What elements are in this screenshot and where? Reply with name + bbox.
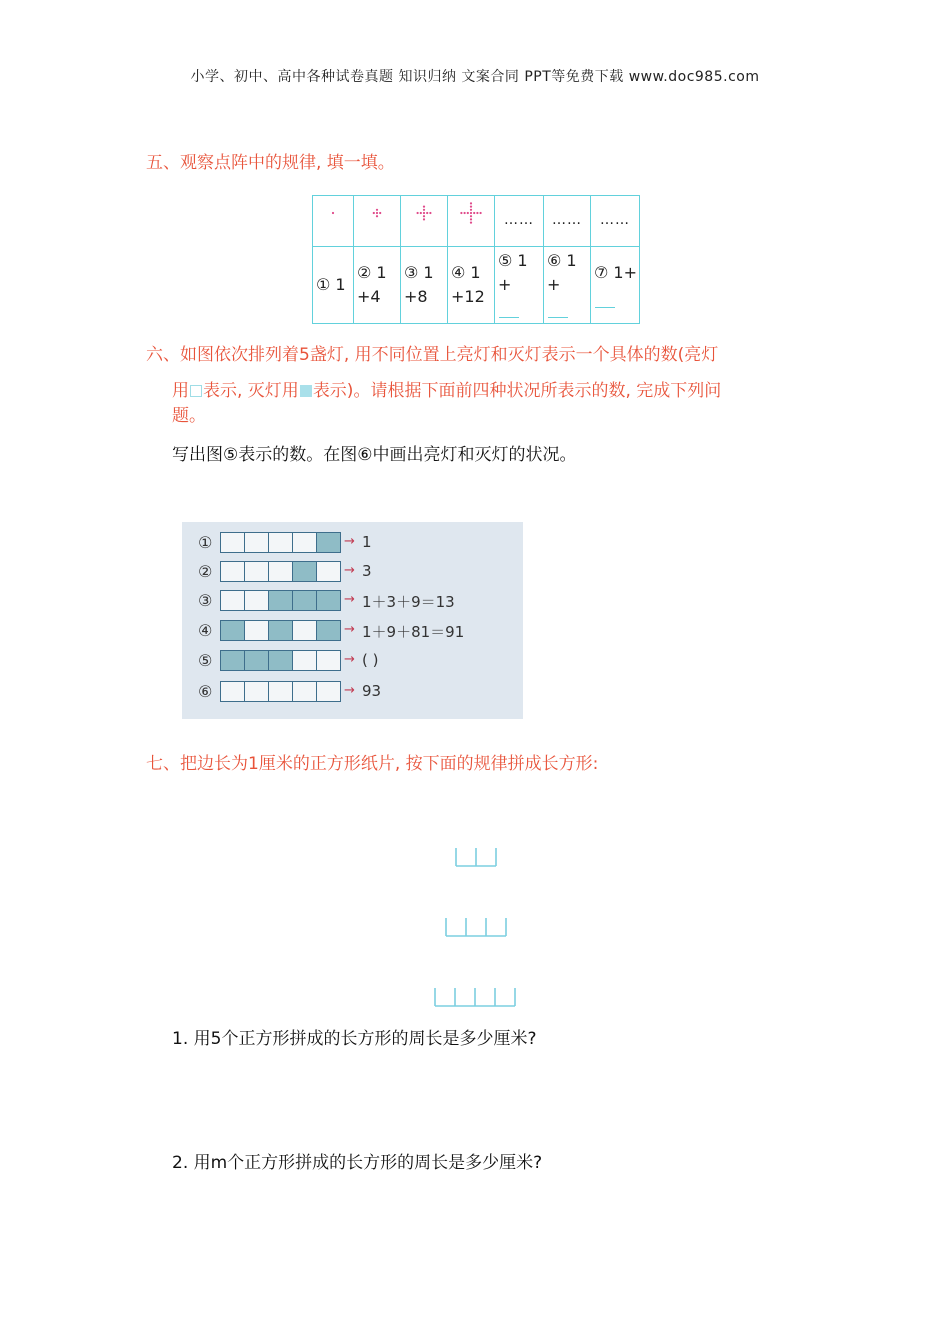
lamp-row xyxy=(182,650,523,672)
dot xyxy=(476,212,478,214)
formula-text: +12 xyxy=(451,287,485,306)
lit-lamp xyxy=(245,682,269,701)
formula-cell xyxy=(544,247,591,324)
dot-pattern xyxy=(313,196,353,246)
formula-text: + xyxy=(547,275,561,294)
lit-lamp xyxy=(293,533,317,552)
dot xyxy=(379,212,381,214)
lamp-value: 93 xyxy=(362,682,382,700)
dot xyxy=(470,218,472,220)
question-1: 1. 用5个正方形拼成的长方形的周长是多少厘米? xyxy=(172,1029,537,1049)
lit-lamp xyxy=(293,651,317,670)
dot-pattern xyxy=(448,196,494,246)
dot xyxy=(423,218,425,220)
lamp-value: 1 xyxy=(362,533,372,551)
lit-lamp xyxy=(317,682,340,701)
dot-pattern-table xyxy=(312,195,640,324)
text-segment: 表示, 灭灯用 xyxy=(203,381,299,401)
formula-text: ⑥ 1 xyxy=(547,251,577,270)
formula-row xyxy=(313,247,640,324)
dot xyxy=(470,206,472,208)
dot-cell-content xyxy=(495,196,543,246)
dot xyxy=(423,206,425,208)
row-label: ③ xyxy=(198,591,213,610)
dot xyxy=(426,212,428,214)
formula-cell-content xyxy=(401,247,447,323)
dot xyxy=(470,215,472,217)
unlit-lamp-icon xyxy=(300,385,312,397)
lit-lamp xyxy=(221,682,245,701)
unlit-lamp xyxy=(317,621,340,640)
lamp-row xyxy=(182,561,523,583)
answer-blank[interactable] xyxy=(548,303,568,318)
section6-title-line3: 题。 xyxy=(172,406,206,426)
dot-cell-content xyxy=(401,196,447,246)
arrow-icon: → xyxy=(344,534,355,549)
dot xyxy=(464,212,466,214)
dot-cell xyxy=(313,196,354,247)
lamp-strip xyxy=(220,681,341,702)
dot-cell-content xyxy=(354,196,400,246)
unlit-lamp xyxy=(269,621,293,640)
dot-cell xyxy=(354,196,401,247)
dot-cell xyxy=(591,196,640,247)
lamp-value: 1＋9＋81＝91 xyxy=(362,623,465,641)
ellipsis: …… xyxy=(504,212,534,228)
section6-title-line1: 六、如图依次排列着5盏灯, 用不同位置上亮灯和灭灯表示一个具体的数(亮灯 xyxy=(146,345,719,365)
ellipsis: …… xyxy=(552,212,582,228)
formula-cell-content xyxy=(448,247,494,323)
arrow-icon: → xyxy=(344,592,355,607)
row-label: ② xyxy=(198,562,213,581)
dot xyxy=(423,209,425,211)
formula-text: ③ 1 xyxy=(404,263,434,282)
dot-pattern xyxy=(401,196,447,246)
photo-cut-edge xyxy=(182,713,523,719)
question-2: 2. 用m个正方形拼成的长方形的周长是多少厘米? xyxy=(172,1153,543,1173)
lit-lamp xyxy=(221,591,245,610)
lit-lamp xyxy=(245,591,269,610)
dot xyxy=(417,212,419,214)
dot-cell-content xyxy=(448,196,494,246)
lit-lamp xyxy=(269,562,293,581)
formula-cell-content xyxy=(495,247,543,323)
formula-cell xyxy=(591,247,640,324)
formula-text: ① 1 xyxy=(316,275,346,294)
text-segment: 用 xyxy=(172,381,189,401)
lit-lamp-icon xyxy=(190,385,202,397)
unlit-lamp xyxy=(317,533,340,552)
formula-cell-content xyxy=(354,247,400,323)
dot-pattern xyxy=(354,196,400,246)
unlit-lamp xyxy=(293,591,317,610)
formula-text: +4 xyxy=(357,287,381,306)
lit-lamp xyxy=(245,562,269,581)
answer-blank[interactable] xyxy=(499,303,519,318)
dot xyxy=(470,202,472,204)
dot-cell-content xyxy=(544,196,590,246)
ellipsis: …… xyxy=(600,212,630,228)
dot xyxy=(470,212,472,214)
unlit-lamp xyxy=(317,591,340,610)
dot xyxy=(470,209,472,211)
formula-cell xyxy=(448,247,495,324)
lamp-value: 1＋3＋9＝13 xyxy=(362,593,455,611)
dot xyxy=(429,212,431,214)
formula-text: + xyxy=(498,275,512,294)
row-label: ⑤ xyxy=(198,651,213,670)
dot-cell xyxy=(495,196,544,247)
formula-text: ⑤ 1 xyxy=(498,251,528,270)
dot xyxy=(467,212,469,214)
dot-pattern-row xyxy=(313,196,640,247)
formula-cell xyxy=(401,247,448,324)
dot-cell-content xyxy=(591,196,639,246)
dot xyxy=(460,212,462,214)
row-label: ④ xyxy=(198,621,213,640)
rectangle-figure-2 xyxy=(454,846,498,868)
arrow-icon: → xyxy=(344,683,355,698)
lamp-row xyxy=(182,620,523,642)
formula-text: ② 1 xyxy=(357,263,387,282)
dot xyxy=(376,209,378,211)
section6-task: 写出图⑤表示的数。在图⑥中画出亮灯和灭灯的状况。 xyxy=(172,445,577,465)
unlit-lamp xyxy=(245,651,269,670)
lamp-strip xyxy=(220,650,341,671)
lit-lamp xyxy=(269,682,293,701)
dot-cell xyxy=(401,196,448,247)
section5-title: 五、观察点阵中的规律, 填一填。 xyxy=(146,153,395,173)
formula-cell xyxy=(495,247,544,324)
text-segment: 表示)。请根据下面前四种状况所表示的数, 完成下列问 xyxy=(312,381,722,401)
row-label: ⑥ xyxy=(198,682,213,701)
lit-lamp xyxy=(221,533,245,552)
dot xyxy=(420,212,422,214)
dot xyxy=(376,215,378,217)
lamp-strip xyxy=(220,561,341,582)
answer-blank[interactable] xyxy=(595,293,615,308)
page-header: 小学、初中、高中各种试卷真题 知识归纳 文案合同 PPT等免费下载 www.doc985.com xyxy=(190,69,760,85)
lamp-strip xyxy=(220,532,341,553)
lit-lamp xyxy=(245,533,269,552)
unlit-lamp xyxy=(221,621,245,640)
lamp-strip xyxy=(220,620,341,641)
formula-text: +8 xyxy=(404,287,428,306)
lamp-value: 3 xyxy=(362,562,372,580)
lit-lamp xyxy=(245,621,269,640)
lit-lamp xyxy=(293,682,317,701)
lit-lamp xyxy=(269,533,293,552)
dot xyxy=(473,212,475,214)
arrow-icon: → xyxy=(344,652,355,667)
dot xyxy=(480,212,482,214)
formula-cell-content xyxy=(313,247,353,323)
lit-lamp xyxy=(317,651,340,670)
lamp-strip xyxy=(220,590,341,611)
formula-cell-content xyxy=(591,247,639,323)
dot xyxy=(423,212,425,214)
rectangle-figure-4 xyxy=(433,986,519,1008)
lamp-value[interactable]: ( ) xyxy=(362,651,379,669)
lit-lamp xyxy=(293,621,317,640)
dot-cell xyxy=(448,196,495,247)
unlit-lamp xyxy=(269,651,293,670)
row-label: ① xyxy=(198,533,213,552)
section6-title-line2 xyxy=(172,376,721,401)
dot xyxy=(373,212,375,214)
unlit-lamp xyxy=(221,651,245,670)
rectangle-figure-3 xyxy=(444,916,508,938)
formula-cell-content xyxy=(544,247,590,323)
formula-text: ④ 1 xyxy=(451,263,481,282)
formula-cell xyxy=(354,247,401,324)
unlit-lamp xyxy=(293,562,317,581)
lamp-photo xyxy=(182,522,523,719)
dot xyxy=(423,215,425,217)
section7-title: 七、把边长为1厘米的正方形纸片, 按下面的规律拼成长方形: xyxy=(146,754,599,774)
dot xyxy=(332,212,334,214)
lamp-row xyxy=(182,532,523,554)
lit-lamp xyxy=(221,562,245,581)
dot-cell xyxy=(544,196,591,247)
formula-text: ⑦ 1+ xyxy=(594,263,638,282)
dot xyxy=(470,222,472,224)
lamp-row xyxy=(182,590,523,612)
dot xyxy=(376,212,378,214)
arrow-icon: → xyxy=(344,622,355,637)
arrow-icon: → xyxy=(344,563,355,578)
formula-cell xyxy=(313,247,354,324)
lit-lamp xyxy=(317,562,340,581)
dot-cell-content xyxy=(313,196,353,246)
lamp-row xyxy=(182,681,523,703)
unlit-lamp xyxy=(269,591,293,610)
